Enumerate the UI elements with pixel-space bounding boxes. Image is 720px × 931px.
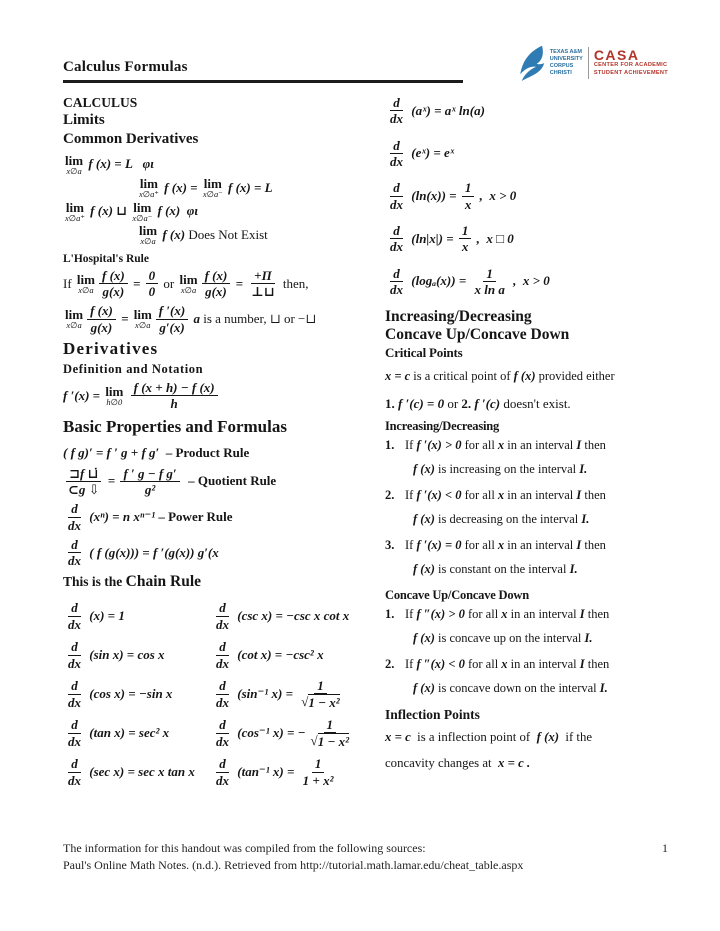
numbered-item: 1. If f ″(x) > 0 for all x in an interval I then f (x) is concave up on the interval I. xyxy=(385,607,610,645)
header xyxy=(0,0,720,83)
casa-logo xyxy=(518,44,668,82)
lhopital-formulas xyxy=(63,268,385,335)
casa-subtitle: CENTER FOR ACADEMIC xyxy=(593,62,668,69)
formula-row: ( f g)′ = f ′ g + f g′ – Product Rule xyxy=(63,444,250,460)
heading-definition-notation: Definition and Notation xyxy=(63,362,204,376)
wave-icon xyxy=(518,44,548,82)
heading-derivatives: Derivatives xyxy=(63,339,159,358)
footer-source-note: The information for this handout was compiled from the following sources: xyxy=(63,841,426,855)
formula-row: $\frac{d}{dx}$ (ln(x)) = $\frac{1}{x}$ , x > 0 xyxy=(390,180,517,212)
basic-rules xyxy=(63,444,385,569)
heading-common-derivatives: Common Derivatives xyxy=(63,130,199,147)
page-number: 1 xyxy=(662,841,668,855)
derivatives-table-right xyxy=(211,597,385,792)
heading-increasing-decreasing: Increasing/Decreasing xyxy=(385,308,532,326)
footer-citation: Paul's Online Math Notes. (n.d.). Retrieved from http://tutorial.math.lamar.edu/cheat_table.aspx xyxy=(63,858,524,872)
university-name xyxy=(550,49,583,78)
footer xyxy=(63,841,668,873)
chain-note-plain: This is the xyxy=(63,573,126,589)
univ-line: UNIVERSITY xyxy=(549,55,583,62)
formula-row: $\frac{d}{dx}$ (cos x) = −sin x xyxy=(68,678,173,710)
formula-row: $\frac{d}{dx}$ (sin⁻¹ x) = 1 √ 1 − x² xyxy=(216,677,340,711)
derivatives-table-left xyxy=(63,597,211,792)
formula-row: $\frac{d}{dx}$ (eˣ) = eˣ xyxy=(390,137,455,169)
formula-row: $\frac{d}{dx}$ ( f (g(x))) = f ′(g(x)) g′(x xyxy=(68,536,219,569)
formula-row: $\frac{d}{dx}$ (tan⁻¹ x) = $\frac{1}{\text{1 + x²}}$ xyxy=(216,756,334,788)
numbered-item: 1. If f ′(x) > 0 for all x in an interval I then f (x) is increasing on the interval I. xyxy=(385,438,606,476)
univ-line: CHRISTI xyxy=(549,70,572,77)
right-column xyxy=(385,95,694,792)
formula-row: $\frac{⊐f ⊔̇}{\subset g ⇩}$ = $\frac{\text{f ′ g − f g′}}{\text{g²}}$ – Quotient Rule xyxy=(68,465,277,497)
univ-line: TEXAS A&M xyxy=(549,48,582,55)
formula-row: If lim x∅a $\frac{f (x)}{g(x)}$ = $\frac{0}{0}$ or lim x∅a $\frac{f (x)}{g(x)}$ = $\frac{+\Pi}{\perp⊔}$ then, xyxy=(63,267,309,300)
formula-row: lim x∅a $\frac{f (x)}{g(x)}$ = lim x∅a $\frac{f '(x)}{g'(x)}$ a is a number, ⊔ or −⊔ xyxy=(65,303,317,335)
formula-row: $\frac{d}{dx}$ (x) = 1 xyxy=(68,600,125,632)
univ-line: CORPUS xyxy=(549,63,574,69)
content-columns xyxy=(0,83,720,792)
heading-limits: Limits xyxy=(63,112,105,129)
numbered-item: 2. If f ′(x) < 0 for all x in an interval I then f (x) is decreasing on the interval I. xyxy=(385,488,606,526)
title-underline xyxy=(63,58,463,83)
formula-row: $\frac{d}{dx}$ (xⁿ) = n xⁿ⁻¹ – Power Rule xyxy=(68,501,233,533)
inflection-text-line2: concavity changes at x = c . xyxy=(385,756,531,770)
heading-concave-up-down: Concave Up/Concave Down xyxy=(385,325,570,343)
common-derivatives-table xyxy=(63,597,385,792)
formula-row: $\frac{d}{dx}$ (csc x) = −csc x cot x xyxy=(216,600,350,632)
critical-points-cases: 1. f ′(c) = 0 or 2. f ′(c) doesn't exist. xyxy=(385,396,571,411)
chain-rule-note xyxy=(63,573,385,591)
concave-list xyxy=(385,607,694,696)
formula-row: $\frac{d}{dx}$ (cos⁻¹ x) = − 1 √ 1 − x² xyxy=(216,716,349,750)
heading-critical-points: Critical Points xyxy=(385,345,463,360)
heading-inflection-points: Inflection Points xyxy=(385,707,480,722)
formula-row: lim x∅a⁺ f (x) = lim x∅a⁻ f (x) = L xyxy=(139,176,273,200)
increasing-decreasing-list xyxy=(385,438,694,577)
subheading-concave: Concave Up/Concave Down xyxy=(385,588,530,602)
casa-subtitle: STUDENT ACHIEVEMENT xyxy=(593,70,668,76)
page-title: Calculus Formulas xyxy=(63,59,188,75)
formula-row: lim x∅a f (x) Does Not Exist xyxy=(139,223,268,247)
casa-acronym: CASA xyxy=(593,47,640,64)
formula-row: $\frac{d}{dx}$ (aˣ) = aˣ ln(a) xyxy=(390,95,485,127)
formula-row: $\frac{d}{dx}$ (sec x) = sec x tan x xyxy=(68,756,195,788)
heading-calculus: CALCULUS xyxy=(63,95,138,110)
heading-basic-properties: Basic Properties and Formulas xyxy=(63,416,287,436)
left-column xyxy=(63,95,385,792)
critical-points-text: x = c is a critical point of f (x) provided either xyxy=(385,369,615,383)
numbered-item: 3. If f ′(x) = 0 for all x in an interval I then f (x) is constant on the interval I. xyxy=(385,538,606,576)
derivative-definition xyxy=(63,380,385,412)
subheading-increasing-decreasing: Increasing/Decreasing xyxy=(385,419,500,433)
numbered-item: 2. If f ″(x) < 0 for all x in an interval I then f (x) is concave down on the interval I. xyxy=(385,657,610,695)
formula-row: $\frac{d}{dx}$ (cot x) = −csc² x xyxy=(216,639,324,671)
formula-row: $\frac{d}{dx}$ (logₐ(x)) = $\frac{1}{\text{x ln a}}$ , x > 0 xyxy=(390,265,550,297)
inflection-text-line1: x = c is a inflection point of f (x) if the xyxy=(385,730,593,744)
limits-formulas xyxy=(63,154,385,246)
formula-row: lim x∅a f (x) = L φι xyxy=(65,152,154,176)
formula-row: $\frac{d}{dx}$ (ln|x|) = $\frac{1}{x}$ , x □ 0 xyxy=(390,222,514,255)
formula-row: lim x∅a⁺ f (x) ⊔ lim x∅a⁻ f (x) φι xyxy=(65,199,198,223)
chain-note-bold: Chain Rule xyxy=(125,572,202,590)
formula-row: $\frac{d}{dx}$ (tan x) = sec² x xyxy=(68,717,170,749)
logo-divider xyxy=(588,47,589,79)
heading-lhopital: L'Hospital's Rule xyxy=(63,252,149,265)
formula-row: f ′(x) = lim h∅0 $\frac{f (x + h) - f (x)}{h}$ xyxy=(63,380,385,412)
exp-log-formulas xyxy=(385,95,694,297)
casa-wordmark xyxy=(594,48,668,77)
formula-row: $\frac{d}{dx}$ (sin x) = cos x xyxy=(68,639,165,671)
